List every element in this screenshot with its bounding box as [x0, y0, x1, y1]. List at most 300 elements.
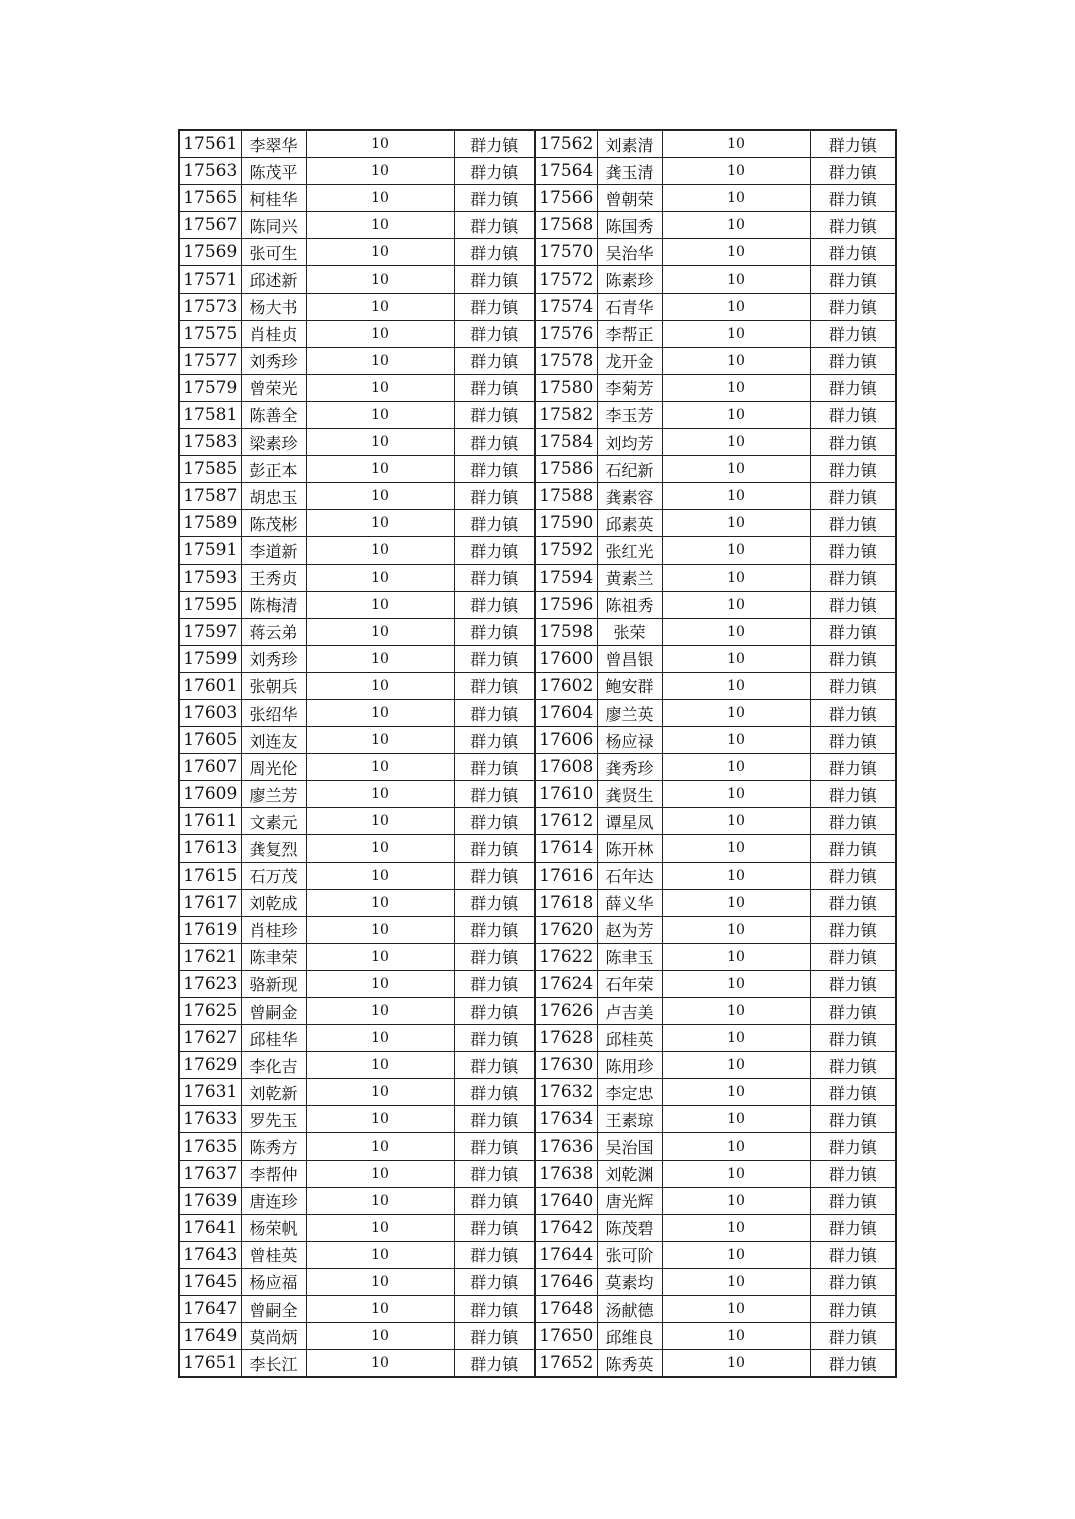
- record-number-left: 17635: [179, 1133, 241, 1160]
- amount-value-left: 10: [306, 158, 454, 185]
- record-number-left: 17631: [179, 1079, 241, 1106]
- person-name-right: 邱素英: [597, 510, 662, 537]
- town-name-right: 群力镇: [810, 429, 896, 456]
- person-name-right: 李菊芳: [597, 374, 662, 401]
- person-name-left: 刘乾成: [241, 889, 306, 916]
- amount-value-left: 10: [306, 1133, 454, 1160]
- amount-value-left: 10: [306, 672, 454, 699]
- town-name-right: 群力镇: [810, 347, 896, 374]
- person-name-left: 陈茂平: [241, 158, 306, 185]
- town-name-right: 群力镇: [810, 808, 896, 835]
- amount-value-left: 10: [306, 130, 454, 158]
- amount-value-right: 10: [662, 1106, 810, 1133]
- table-row: [179, 1241, 896, 1268]
- amount-value-left: 10: [306, 293, 454, 320]
- town-name-right: 群力镇: [810, 212, 896, 239]
- table-row: [179, 266, 896, 293]
- table-row: [179, 1160, 896, 1187]
- record-number-left: 17603: [179, 699, 241, 726]
- person-name-right: 石年达: [597, 862, 662, 889]
- person-name-right: 李玉芳: [597, 401, 662, 428]
- town-name-right: 群力镇: [810, 1106, 896, 1133]
- person-name-left: 刘乾新: [241, 1079, 306, 1106]
- town-name-right: 群力镇: [810, 401, 896, 428]
- town-name-left: 群力镇: [454, 591, 535, 618]
- amount-value-right: 10: [662, 727, 810, 754]
- record-number-right: 17596: [535, 591, 597, 618]
- person-name-left: 陈茂彬: [241, 510, 306, 537]
- town-name-right: 群力镇: [810, 185, 896, 212]
- town-name-left: 群力镇: [454, 293, 535, 320]
- person-name-right: 陈茂碧: [597, 1214, 662, 1241]
- amount-value-left: 10: [306, 456, 454, 483]
- person-name-right: 唐光辉: [597, 1187, 662, 1214]
- record-number-left: 17581: [179, 401, 241, 428]
- person-name-left: 肖桂珍: [241, 916, 306, 943]
- record-number-right: 17616: [535, 862, 597, 889]
- person-name-left: 曾桂英: [241, 1241, 306, 1268]
- table-row: [179, 212, 896, 239]
- town-name-left: 群力镇: [454, 401, 535, 428]
- person-name-right: 刘素清: [597, 130, 662, 158]
- person-name-right: 石纪新: [597, 456, 662, 483]
- amount-value-left: 10: [306, 943, 454, 970]
- amount-value-left: 10: [306, 1160, 454, 1187]
- amount-value-right: 10: [662, 1268, 810, 1295]
- person-name-right: 王素琼: [597, 1106, 662, 1133]
- record-number-left: 17621: [179, 943, 241, 970]
- town-name-right: 群力镇: [810, 266, 896, 293]
- person-name-left: 骆新现: [241, 970, 306, 997]
- record-number-right: 17582: [535, 401, 597, 428]
- record-number-right: 17568: [535, 212, 597, 239]
- table-row: [179, 727, 896, 754]
- town-name-left: 群力镇: [454, 916, 535, 943]
- table-row: [179, 781, 896, 808]
- table-row: [179, 943, 896, 970]
- person-name-right: 张荣: [597, 618, 662, 645]
- town-name-left: 群力镇: [454, 970, 535, 997]
- amount-value-right: 10: [662, 672, 810, 699]
- person-name-right: 杨应禄: [597, 727, 662, 754]
- town-name-left: 群力镇: [454, 862, 535, 889]
- amount-value-left: 10: [306, 266, 454, 293]
- person-name-left: 李化吉: [241, 1052, 306, 1079]
- record-number-right: 17632: [535, 1079, 597, 1106]
- record-number-right: 17584: [535, 429, 597, 456]
- amount-value-left: 10: [306, 537, 454, 564]
- person-name-left: 肖桂贞: [241, 320, 306, 347]
- record-number-right: 17592: [535, 537, 597, 564]
- person-name-left: 邱述新: [241, 266, 306, 293]
- record-number-right: 17634: [535, 1106, 597, 1133]
- person-name-left: 胡忠玉: [241, 483, 306, 510]
- person-name-left: 柯桂华: [241, 185, 306, 212]
- person-name-left: 石万茂: [241, 862, 306, 889]
- town-name-right: 群力镇: [810, 645, 896, 672]
- person-name-left: 杨大书: [241, 293, 306, 320]
- record-number-right: 17562: [535, 130, 597, 158]
- town-name-left: 群力镇: [454, 483, 535, 510]
- amount-value-right: 10: [662, 1160, 810, 1187]
- record-number-left: 17609: [179, 781, 241, 808]
- person-name-right: 石青华: [597, 293, 662, 320]
- town-name-left: 群力镇: [454, 347, 535, 374]
- record-number-left: 17641: [179, 1214, 241, 1241]
- person-name-right: 龚玉清: [597, 158, 662, 185]
- town-name-right: 群力镇: [810, 835, 896, 862]
- record-number-left: 17593: [179, 564, 241, 591]
- town-name-left: 群力镇: [454, 754, 535, 781]
- record-number-right: 17620: [535, 916, 597, 943]
- town-name-left: 群力镇: [454, 1160, 535, 1187]
- town-name-left: 群力镇: [454, 699, 535, 726]
- record-number-left: 17643: [179, 1241, 241, 1268]
- record-number-left: 17617: [179, 889, 241, 916]
- table-row: [179, 808, 896, 835]
- record-number-left: 17585: [179, 456, 241, 483]
- record-number-right: 17574: [535, 293, 597, 320]
- town-name-left: 群力镇: [454, 1323, 535, 1350]
- town-name-right: 群力镇: [810, 618, 896, 645]
- town-name-left: 群力镇: [454, 1187, 535, 1214]
- roster-body: [179, 130, 896, 1377]
- town-name-right: 群力镇: [810, 510, 896, 537]
- amount-value-right: 10: [662, 1133, 810, 1160]
- record-number-right: 17642: [535, 1214, 597, 1241]
- amount-value-left: 10: [306, 1296, 454, 1323]
- amount-value-left: 10: [306, 1268, 454, 1295]
- amount-value-left: 10: [306, 889, 454, 916]
- town-name-left: 群力镇: [454, 1025, 535, 1052]
- town-name-left: 群力镇: [454, 808, 535, 835]
- person-name-right: 龙开金: [597, 347, 662, 374]
- town-name-right: 群力镇: [810, 1323, 896, 1350]
- amount-value-left: 10: [306, 212, 454, 239]
- record-number-right: 17586: [535, 456, 597, 483]
- person-name-right: 吴治华: [597, 239, 662, 266]
- town-name-left: 群力镇: [454, 1241, 535, 1268]
- amount-value-right: 10: [662, 320, 810, 347]
- record-number-left: 17591: [179, 537, 241, 564]
- record-number-left: 17571: [179, 266, 241, 293]
- person-name-left: 李道新: [241, 537, 306, 564]
- record-number-right: 17594: [535, 564, 597, 591]
- person-name-left: 莫尚炳: [241, 1323, 306, 1350]
- person-name-left: 刘秀珍: [241, 347, 306, 374]
- amount-value-left: 10: [306, 429, 454, 456]
- record-number-left: 17605: [179, 727, 241, 754]
- person-name-right: 龚素容: [597, 483, 662, 510]
- amount-value-left: 10: [306, 727, 454, 754]
- amount-value-left: 10: [306, 970, 454, 997]
- town-name-left: 群力镇: [454, 537, 535, 564]
- amount-value-left: 10: [306, 781, 454, 808]
- record-number-left: 17623: [179, 970, 241, 997]
- town-name-right: 群力镇: [810, 374, 896, 401]
- amount-value-right: 10: [662, 1350, 810, 1378]
- amount-value-right: 10: [662, 916, 810, 943]
- table-row: [179, 1079, 896, 1106]
- table-row: [179, 998, 896, 1025]
- person-name-left: 陈同兴: [241, 212, 306, 239]
- record-number-left: 17577: [179, 347, 241, 374]
- table-row: [179, 510, 896, 537]
- amount-value-left: 10: [306, 1323, 454, 1350]
- record-number-right: 17576: [535, 320, 597, 347]
- person-name-left: 彭正本: [241, 456, 306, 483]
- town-name-right: 群力镇: [810, 1187, 896, 1214]
- table-row: [179, 483, 896, 510]
- roster-table: [178, 129, 897, 1378]
- person-name-right: 石年荣: [597, 970, 662, 997]
- record-number-right: 17590: [535, 510, 597, 537]
- person-name-left: 曾荣光: [241, 374, 306, 401]
- record-number-left: 17607: [179, 754, 241, 781]
- amount-value-right: 10: [662, 1052, 810, 1079]
- amount-value-left: 10: [306, 239, 454, 266]
- amount-value-right: 10: [662, 1296, 810, 1323]
- table-row: [179, 1323, 896, 1350]
- town-name-left: 群力镇: [454, 130, 535, 158]
- person-name-right: 曾朝荣: [597, 185, 662, 212]
- person-name-right: 陈聿玉: [597, 943, 662, 970]
- table-row: [179, 1350, 896, 1378]
- amount-value-right: 10: [662, 510, 810, 537]
- record-number-left: 17579: [179, 374, 241, 401]
- record-number-right: 17618: [535, 889, 597, 916]
- record-number-left: 17611: [179, 808, 241, 835]
- record-number-right: 17608: [535, 754, 597, 781]
- table-row: [179, 564, 896, 591]
- table-row: [179, 618, 896, 645]
- town-name-left: 群力镇: [454, 835, 535, 862]
- record-number-right: 17570: [535, 239, 597, 266]
- person-name-left: 罗先玉: [241, 1106, 306, 1133]
- person-name-left: 文素元: [241, 808, 306, 835]
- table-row: [179, 1296, 896, 1323]
- amount-value-right: 10: [662, 374, 810, 401]
- record-number-right: 17624: [535, 970, 597, 997]
- amount-value-right: 10: [662, 862, 810, 889]
- town-name-left: 群力镇: [454, 618, 535, 645]
- person-name-right: 吴治国: [597, 1133, 662, 1160]
- table-row: [179, 970, 896, 997]
- record-number-left: 17567: [179, 212, 241, 239]
- amount-value-right: 10: [662, 835, 810, 862]
- town-name-right: 群力镇: [810, 862, 896, 889]
- amount-value-left: 10: [306, 591, 454, 618]
- person-name-right: 张红光: [597, 537, 662, 564]
- town-name-right: 群力镇: [810, 1160, 896, 1187]
- amount-value-right: 10: [662, 998, 810, 1025]
- table-row: [179, 699, 896, 726]
- record-number-left: 17639: [179, 1187, 241, 1214]
- record-number-left: 17637: [179, 1160, 241, 1187]
- record-number-left: 17629: [179, 1052, 241, 1079]
- table-row: [179, 1133, 896, 1160]
- person-name-right: 廖兰英: [597, 699, 662, 726]
- amount-value-right: 10: [662, 130, 810, 158]
- person-name-right: 张可阶: [597, 1241, 662, 1268]
- record-number-right: 17598: [535, 618, 597, 645]
- record-number-left: 17565: [179, 185, 241, 212]
- amount-value-right: 10: [662, 347, 810, 374]
- person-name-right: 李定忠: [597, 1079, 662, 1106]
- person-name-left: 刘连友: [241, 727, 306, 754]
- table-row: [179, 835, 896, 862]
- town-name-right: 群力镇: [810, 591, 896, 618]
- amount-value-left: 10: [306, 320, 454, 347]
- person-name-right: 黄素兰: [597, 564, 662, 591]
- person-name-right: 陈祖秀: [597, 591, 662, 618]
- record-number-right: 17580: [535, 374, 597, 401]
- table-row: [179, 591, 896, 618]
- person-name-right: 陈用珍: [597, 1052, 662, 1079]
- town-name-right: 群力镇: [810, 889, 896, 916]
- person-name-right: 陈开林: [597, 835, 662, 862]
- person-name-left: 杨荣帆: [241, 1214, 306, 1241]
- person-name-left: 张朝兵: [241, 672, 306, 699]
- record-number-right: 17600: [535, 645, 597, 672]
- person-name-right: 陈国秀: [597, 212, 662, 239]
- table-row: [179, 1106, 896, 1133]
- person-name-left: 唐连珍: [241, 1187, 306, 1214]
- amount-value-left: 10: [306, 1052, 454, 1079]
- amount-value-left: 10: [306, 1025, 454, 1052]
- record-number-left: 17601: [179, 672, 241, 699]
- person-name-left: 陈聿荣: [241, 943, 306, 970]
- amount-value-left: 10: [306, 1106, 454, 1133]
- town-name-right: 群力镇: [810, 158, 896, 185]
- town-name-left: 群力镇: [454, 1268, 535, 1295]
- town-name-right: 群力镇: [810, 672, 896, 699]
- table-row: [179, 320, 896, 347]
- table-row: [179, 537, 896, 564]
- record-number-right: 17578: [535, 347, 597, 374]
- amount-value-left: 10: [306, 862, 454, 889]
- amount-value-right: 10: [662, 1241, 810, 1268]
- town-name-right: 群力镇: [810, 293, 896, 320]
- town-name-right: 群力镇: [810, 754, 896, 781]
- record-number-right: 17626: [535, 998, 597, 1025]
- town-name-left: 群力镇: [454, 510, 535, 537]
- person-name-left: 张可生: [241, 239, 306, 266]
- person-name-right: 邱维良: [597, 1323, 662, 1350]
- record-number-right: 17622: [535, 943, 597, 970]
- person-name-right: 刘乾渊: [597, 1160, 662, 1187]
- amount-value-left: 10: [306, 1214, 454, 1241]
- town-name-left: 群力镇: [454, 1296, 535, 1323]
- record-number-left: 17645: [179, 1268, 241, 1295]
- person-name-right: 邱桂英: [597, 1025, 662, 1052]
- town-name-right: 群力镇: [810, 998, 896, 1025]
- person-name-left: 王秀贞: [241, 564, 306, 591]
- table-row: [179, 1268, 896, 1295]
- town-name-left: 群力镇: [454, 1350, 535, 1378]
- amount-value-right: 10: [662, 564, 810, 591]
- town-name-left: 群力镇: [454, 1133, 535, 1160]
- person-name-right: 龚贤生: [597, 781, 662, 808]
- town-name-right: 群力镇: [810, 916, 896, 943]
- person-name-left: 张绍华: [241, 699, 306, 726]
- record-number-right: 17606: [535, 727, 597, 754]
- town-name-left: 群力镇: [454, 185, 535, 212]
- amount-value-left: 10: [306, 998, 454, 1025]
- town-name-right: 群力镇: [810, 727, 896, 754]
- table-row: [179, 889, 896, 916]
- person-name-left: 曾嗣金: [241, 998, 306, 1025]
- amount-value-right: 10: [662, 1214, 810, 1241]
- amount-value-left: 10: [306, 699, 454, 726]
- town-name-right: 群力镇: [810, 1214, 896, 1241]
- person-name-left: 李翠华: [241, 130, 306, 158]
- amount-value-left: 10: [306, 374, 454, 401]
- amount-value-right: 10: [662, 266, 810, 293]
- amount-value-right: 10: [662, 429, 810, 456]
- record-number-right: 17610: [535, 781, 597, 808]
- record-number-left: 17589: [179, 510, 241, 537]
- record-number-left: 17649: [179, 1323, 241, 1350]
- record-number-right: 17628: [535, 1025, 597, 1052]
- person-name-right: 曾昌银: [597, 645, 662, 672]
- table-row: [179, 347, 896, 374]
- amount-value-right: 10: [662, 754, 810, 781]
- table-row: [179, 185, 896, 212]
- town-name-right: 群力镇: [810, 699, 896, 726]
- amount-value-right: 10: [662, 1323, 810, 1350]
- person-name-right: 龚秀珍: [597, 754, 662, 781]
- town-name-left: 群力镇: [454, 1214, 535, 1241]
- person-name-right: 陈秀英: [597, 1350, 662, 1378]
- record-number-right: 17636: [535, 1133, 597, 1160]
- town-name-left: 群力镇: [454, 456, 535, 483]
- town-name-left: 群力镇: [454, 374, 535, 401]
- record-number-left: 17583: [179, 429, 241, 456]
- person-name-right: 薛义华: [597, 889, 662, 916]
- amount-value-right: 10: [662, 185, 810, 212]
- town-name-right: 群力镇: [810, 943, 896, 970]
- person-name-left: 刘秀珍: [241, 645, 306, 672]
- amount-value-right: 10: [662, 970, 810, 997]
- amount-value-left: 10: [306, 754, 454, 781]
- record-number-left: 17625: [179, 998, 241, 1025]
- town-name-left: 群力镇: [454, 1052, 535, 1079]
- town-name-left: 群力镇: [454, 889, 535, 916]
- amount-value-left: 10: [306, 1350, 454, 1378]
- table-row: [179, 158, 896, 185]
- town-name-left: 群力镇: [454, 564, 535, 591]
- record-number-left: 17651: [179, 1350, 241, 1378]
- table-row: [179, 239, 896, 266]
- record-number-left: 17633: [179, 1106, 241, 1133]
- amount-value-left: 10: [306, 1187, 454, 1214]
- table-row: [179, 916, 896, 943]
- person-name-right: 刘均芳: [597, 429, 662, 456]
- person-name-left: 李长江: [241, 1350, 306, 1378]
- record-number-right: 17588: [535, 483, 597, 510]
- amount-value-left: 10: [306, 564, 454, 591]
- table-row: [179, 456, 896, 483]
- record-number-left: 17627: [179, 1025, 241, 1052]
- record-number-right: 17566: [535, 185, 597, 212]
- table-row: [179, 754, 896, 781]
- amount-value-left: 10: [306, 916, 454, 943]
- amount-value-left: 10: [306, 347, 454, 374]
- record-number-right: 17630: [535, 1052, 597, 1079]
- person-name-right: 陈素珍: [597, 266, 662, 293]
- record-number-right: 17638: [535, 1160, 597, 1187]
